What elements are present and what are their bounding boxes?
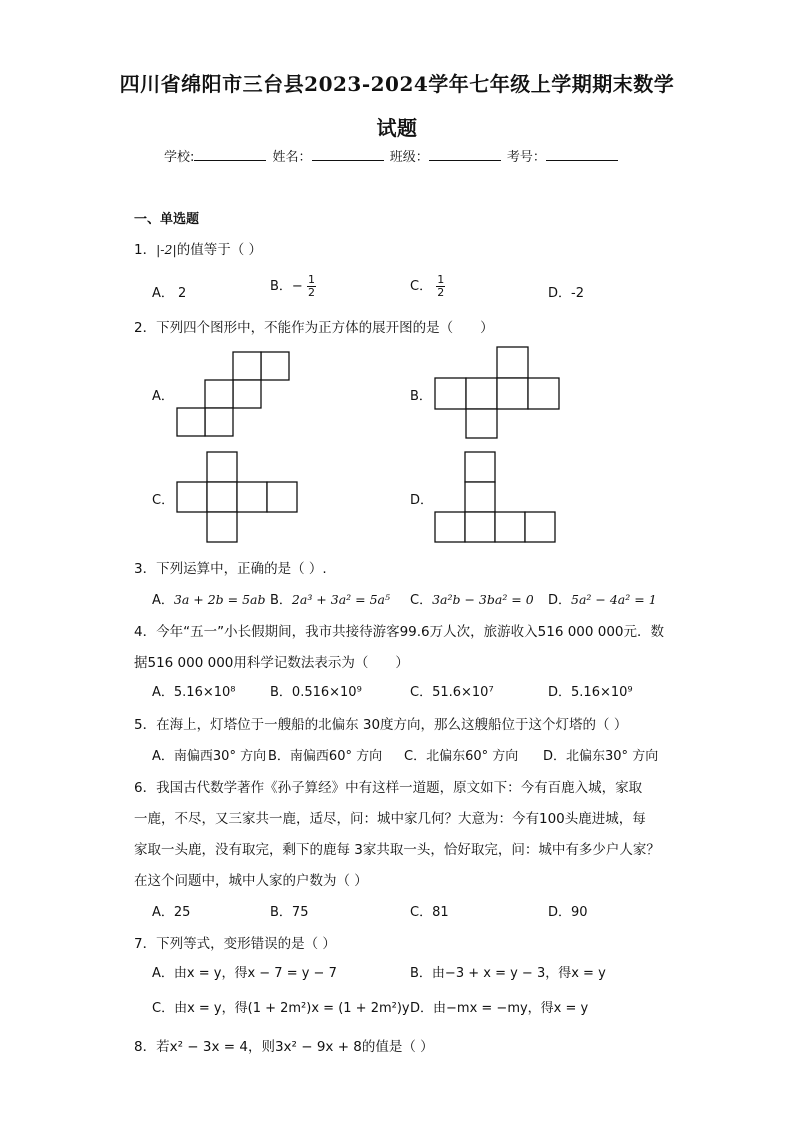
- q1-option-b-sign: −: [291, 279, 303, 294]
- name-blank[interactable]: [312, 148, 384, 161]
- q4-option-c-text: 51.6×10⁷: [432, 685, 494, 700]
- q1-option-c-denominator: 2: [437, 286, 445, 299]
- q1-option-a[interactable]: [152, 282, 186, 301]
- class-label: 班级：: [389, 150, 429, 165]
- q7-option-b[interactable]: [410, 962, 606, 981]
- q6-option-b-label: B．: [270, 905, 292, 920]
- question-7-stem: 7．下列等式，变形错误的是（ ）: [134, 936, 336, 952]
- q4-option-b-text: 0.516×10⁹: [291, 685, 362, 700]
- question-6-line-3: 家取一头鹿，没有取完，剩下的鹿每 3家共取一头，恰好取完，问：城中有多少户人家？: [134, 842, 660, 858]
- q3-option-c-text: 3a²b − 3ba² = 0: [432, 592, 534, 607]
- q7-option-b-text: 由−3 + x = y − 3，得x = y: [431, 966, 606, 981]
- exam-number-label: 考号：: [506, 150, 546, 165]
- q1-option-b-denominator: 2: [307, 286, 315, 299]
- q7-option-c-label: C．: [152, 1001, 175, 1016]
- q1-option-a-text: 2: [178, 286, 187, 301]
- q5-option-a-label: A．: [152, 749, 174, 764]
- q4-option-d-label: D．: [548, 685, 572, 700]
- q5-option-c[interactable]: [404, 745, 518, 764]
- q7-option-a[interactable]: [152, 962, 337, 981]
- q2-option-d-label[interactable]: D．: [410, 493, 434, 508]
- q4-option-c-label: C．: [410, 685, 433, 700]
- q3-option-c-label: C．: [410, 593, 433, 608]
- question-5-stem: 5．在海上，灯塔位于一艘船的北偏东 30度方向，那么这艘船位于这个灯塔的（ ）: [134, 717, 628, 733]
- q6-option-a-text: 25: [173, 905, 191, 920]
- q2-net-c-diagram: [177, 452, 299, 544]
- student-info-fields: [164, 146, 620, 165]
- q1-option-d[interactable]: [548, 282, 584, 301]
- q6-option-a-label: A．: [152, 905, 174, 920]
- q1-option-b[interactable]: [270, 274, 316, 299]
- q3-option-b[interactable]: [270, 589, 390, 608]
- q3-option-a[interactable]: [152, 589, 266, 608]
- q6-option-d[interactable]: [548, 901, 588, 920]
- q5-option-d[interactable]: [543, 745, 658, 764]
- question-6-line-1: 6．我国古代数学著作《孙子算经》中有这样一道题，原文如下：今有百鹿入城，家取: [134, 780, 643, 796]
- q6-option-b-text: 75: [291, 905, 309, 920]
- section-title: 一、单选题: [134, 212, 200, 227]
- q6-option-c[interactable]: [410, 901, 449, 920]
- q6-option-d-label: D．: [548, 905, 572, 920]
- question-6-line-4: 在这个问题中，城中人家的户数为（ ）: [134, 873, 368, 889]
- class-blank[interactable]: [429, 148, 501, 161]
- q4-option-d-text: 5.16×10⁹: [571, 685, 633, 700]
- q6-option-d-text: 90: [571, 905, 588, 920]
- q3-option-b-label: B．: [270, 593, 292, 608]
- q7-option-d[interactable]: [410, 997, 588, 1016]
- q5-option-a-text: 南偏西30° 方向: [173, 749, 267, 764]
- q6-option-a[interactable]: [152, 901, 190, 920]
- question-4-line-1: 4．今年“五一”小长假期间，我市共接待游客99.6万人次，旅游收入516 000 000元．数: [134, 624, 665, 640]
- q4-option-a[interactable]: [152, 681, 236, 700]
- exam-number-blank[interactable]: [546, 148, 618, 161]
- q1-option-c-label: C．: [410, 279, 433, 294]
- q7-option-d-text: 由−mx = −my，得x = y: [433, 1001, 589, 1016]
- q5-option-c-text: 北偏东60° 方向: [426, 749, 519, 764]
- question-6-line-2: 一鹿，不尽，又三家共一鹿，适尽，问：城中家几何？大意为：今有100头鹿进城，每: [134, 811, 646, 827]
- q7-option-c-text: 由x = y，得(1 + 2m²)x = (1 + 2m²)y: [174, 1001, 410, 1016]
- q5-option-b-label: B．: [268, 749, 290, 764]
- question-1: [134, 238, 262, 258]
- q1-option-a-label: A．: [152, 286, 174, 301]
- q7-option-b-label: B．: [410, 966, 432, 981]
- q4-option-a-text: 5.16×10⁸: [173, 685, 236, 700]
- page-title-line2: 试题: [376, 116, 418, 140]
- q4-option-d[interactable]: [548, 681, 633, 700]
- q3-option-c[interactable]: [410, 589, 534, 608]
- q1-option-c-fraction: [436, 274, 445, 299]
- q7-option-c[interactable]: [152, 997, 410, 1016]
- q5-option-a[interactable]: [152, 745, 266, 764]
- school-blank[interactable]: [194, 148, 266, 161]
- q3-option-d-text: 5a² − 4a² = 1: [571, 592, 657, 607]
- q1-option-c-numerator: 1: [437, 273, 445, 286]
- question-1-number: 1．: [134, 242, 157, 258]
- q4-option-a-label: A．: [152, 685, 174, 700]
- question-3-stem: 3．下列运算中，正确的是（ ）.: [134, 561, 327, 577]
- page-title-line1: 四川省绵阳市三台县2023-2024学年七年级上学期期末数学: [119, 72, 675, 96]
- q2-option-c-label[interactable]: C．: [152, 493, 175, 508]
- q4-option-c[interactable]: [410, 681, 494, 700]
- q2-option-b-label[interactable]: B．: [410, 389, 432, 404]
- q5-option-c-label: C．: [404, 749, 427, 764]
- question-1-abs-expr: |-2|: [156, 242, 177, 257]
- q2-net-b-diagram: [435, 346, 561, 440]
- school-label: 学校:: [164, 150, 195, 165]
- q3-option-a-label: A．: [152, 593, 174, 608]
- q1-option-b-fraction: [307, 274, 316, 299]
- q2-net-a-diagram: [177, 351, 292, 437]
- q1-option-b-label: B．: [270, 279, 292, 294]
- question-4-line-2: 据516 000 000用科学记数法表示为（ ）: [134, 655, 409, 671]
- q3-option-d-label: D．: [548, 593, 572, 608]
- q7-option-a-label: A．: [152, 966, 174, 981]
- q6-option-c-label: C．: [410, 905, 433, 920]
- q6-option-c-text: 81: [432, 905, 449, 920]
- q5-option-d-label: D．: [543, 749, 567, 764]
- q5-option-d-text: 北偏东30° 方向: [566, 749, 659, 764]
- q4-option-b-label: B．: [270, 685, 292, 700]
- name-label: 姓名：: [272, 150, 312, 165]
- question-1-stem: 的值等于（ ）: [176, 242, 262, 258]
- q7-option-a-text: 由x = y，得x − 7 = y − 7: [173, 966, 337, 981]
- q1-option-d-text: -2: [571, 286, 584, 301]
- q2-option-a-label[interactable]: A．: [152, 389, 174, 404]
- q1-option-b-numerator: 1: [307, 273, 315, 286]
- q5-option-b[interactable]: [268, 745, 382, 764]
- question-2-stem: 2．下列四个图形中，不能作为正方体的展开图的是（ ）: [134, 320, 494, 336]
- q6-option-b[interactable]: [270, 901, 308, 920]
- q5-option-b-text: 南偏西60° 方向: [289, 749, 383, 764]
- q4-option-b[interactable]: [270, 681, 362, 700]
- q2-net-d-diagram: [435, 452, 557, 544]
- q3-option-d[interactable]: [548, 589, 657, 608]
- q7-option-d-label: D．: [410, 1001, 434, 1016]
- q1-option-c[interactable]: [410, 274, 445, 299]
- q3-option-a-text: 3a + 2b = 5ab: [173, 592, 266, 607]
- q3-option-b-text: 2a³ + 3a² = 5a⁵: [291, 592, 391, 607]
- q1-option-d-label: D．: [548, 286, 572, 301]
- question-8-stem: 8．若x² − 3x = 4，则3x² − 9x + 8的值是（ ）: [134, 1039, 434, 1055]
